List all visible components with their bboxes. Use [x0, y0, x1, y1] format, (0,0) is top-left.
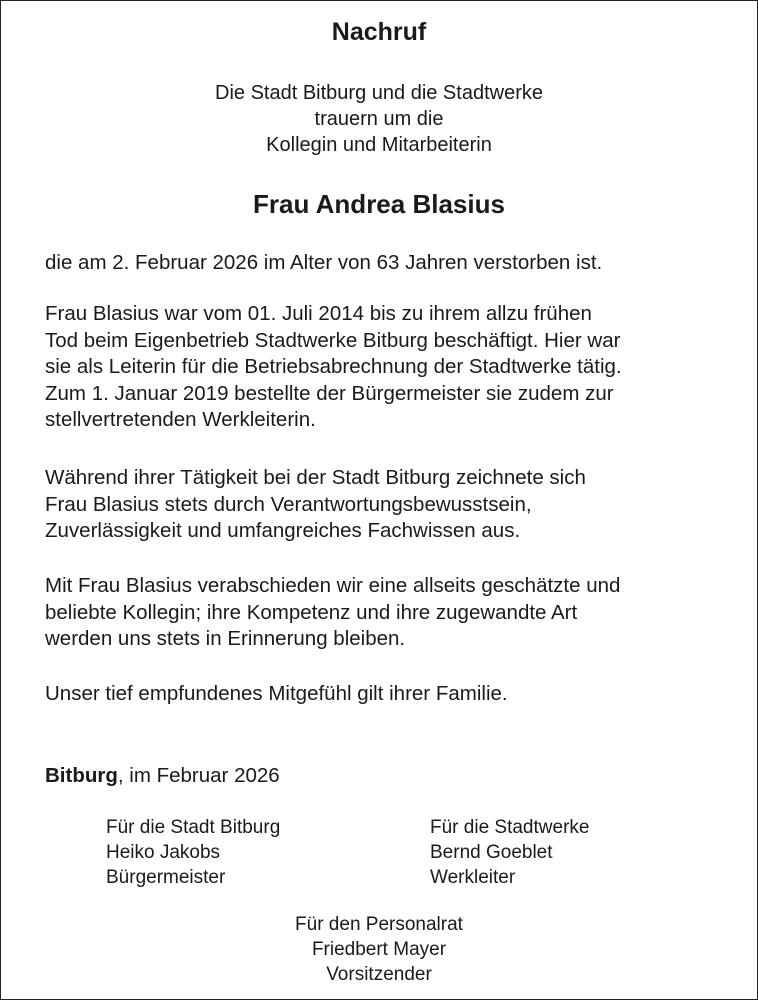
signature-line: Vorsitzender: [326, 964, 432, 985]
paragraph-line: Frau Blasius stets durch Verantwortungsbewusstsein,: [45, 492, 532, 516]
signature-line: Bernd Goeblet: [430, 842, 553, 863]
signature-line: Für die Stadt Bitburg: [106, 817, 281, 838]
signature-line: Heiko Jakobs: [106, 842, 221, 863]
paragraph-line: sie als Leiterin für die Betriebsabrechnung der Stadtwerke tätig.: [45, 355, 622, 378]
place-date-text: , im Februar 2026: [117, 764, 280, 787]
paragraph-line: Zum 1. Januar 2019 bestellte der Bürgermeister sie zudem zur: [45, 381, 614, 405]
paragraph-line: Frau Blasius war vom 01. Juli 2014 bis zu ihrem allzu frühen: [45, 302, 592, 325]
paragraph-line: Während ihrer Tätigkeit bei der Stadt Bitburg zeichnete sich: [45, 466, 586, 489]
paragraph-line: Tod beim Eigenbetrieb Stadtwerke Bitburg beschäftigt. Hier war: [45, 328, 621, 352]
paragraph-death-notice: die am 2. Februar 2026 im Alter von 63 Jahren verstorben ist.: [45, 251, 603, 274]
paragraph-line: beliebte Kollegin; ihre Kompetenz und ihre zugewandte Art: [45, 600, 578, 624]
signature-line: Für die Stadtwerke: [430, 817, 590, 838]
paragraph-line: Zuverlässigkeit und umfangreiches Fachwissen aus.: [45, 519, 521, 542]
paragraph-line: werden uns stets in Erinnerung bleiben.: [45, 627, 406, 650]
paragraph-condolence: Unser tief empfundenes Mitgefühl gilt ihrer Familie.: [45, 682, 508, 705]
signature-line: Für den Personalrat: [295, 914, 463, 935]
signature-staff-council: [0, 912, 758, 987]
intro-block: [0, 80, 758, 158]
deceased-name: Frau Andrea Blasius: [253, 189, 505, 219]
paragraph-line: stellvertretenden Werkleiterin.: [45, 408, 316, 431]
intro-line: trauern um die: [314, 108, 444, 130]
signature-utilities: [430, 815, 589, 890]
place-city: Bitburg: [45, 764, 118, 787]
paragraph-qualities: [45, 465, 745, 545]
paragraph-farewell: [45, 573, 745, 653]
signature-line: Werkleiter: [430, 867, 516, 888]
signature-line: Bürgermeister: [106, 867, 226, 888]
intro-line: Die Stadt Bitburg und die Stadtwerke: [215, 82, 543, 104]
signature-city: [106, 815, 280, 890]
obituary-title: Nachruf: [331, 18, 427, 46]
place-date: [45, 763, 745, 790]
signature-line: Friedbert Mayer: [311, 939, 447, 960]
intro-line: Kollegin und Mitarbeiterin: [266, 134, 492, 156]
paragraph-career: [45, 301, 745, 434]
paragraph-line: Mit Frau Blasius verabschieden wir eine allseits geschätzte und: [45, 574, 621, 597]
